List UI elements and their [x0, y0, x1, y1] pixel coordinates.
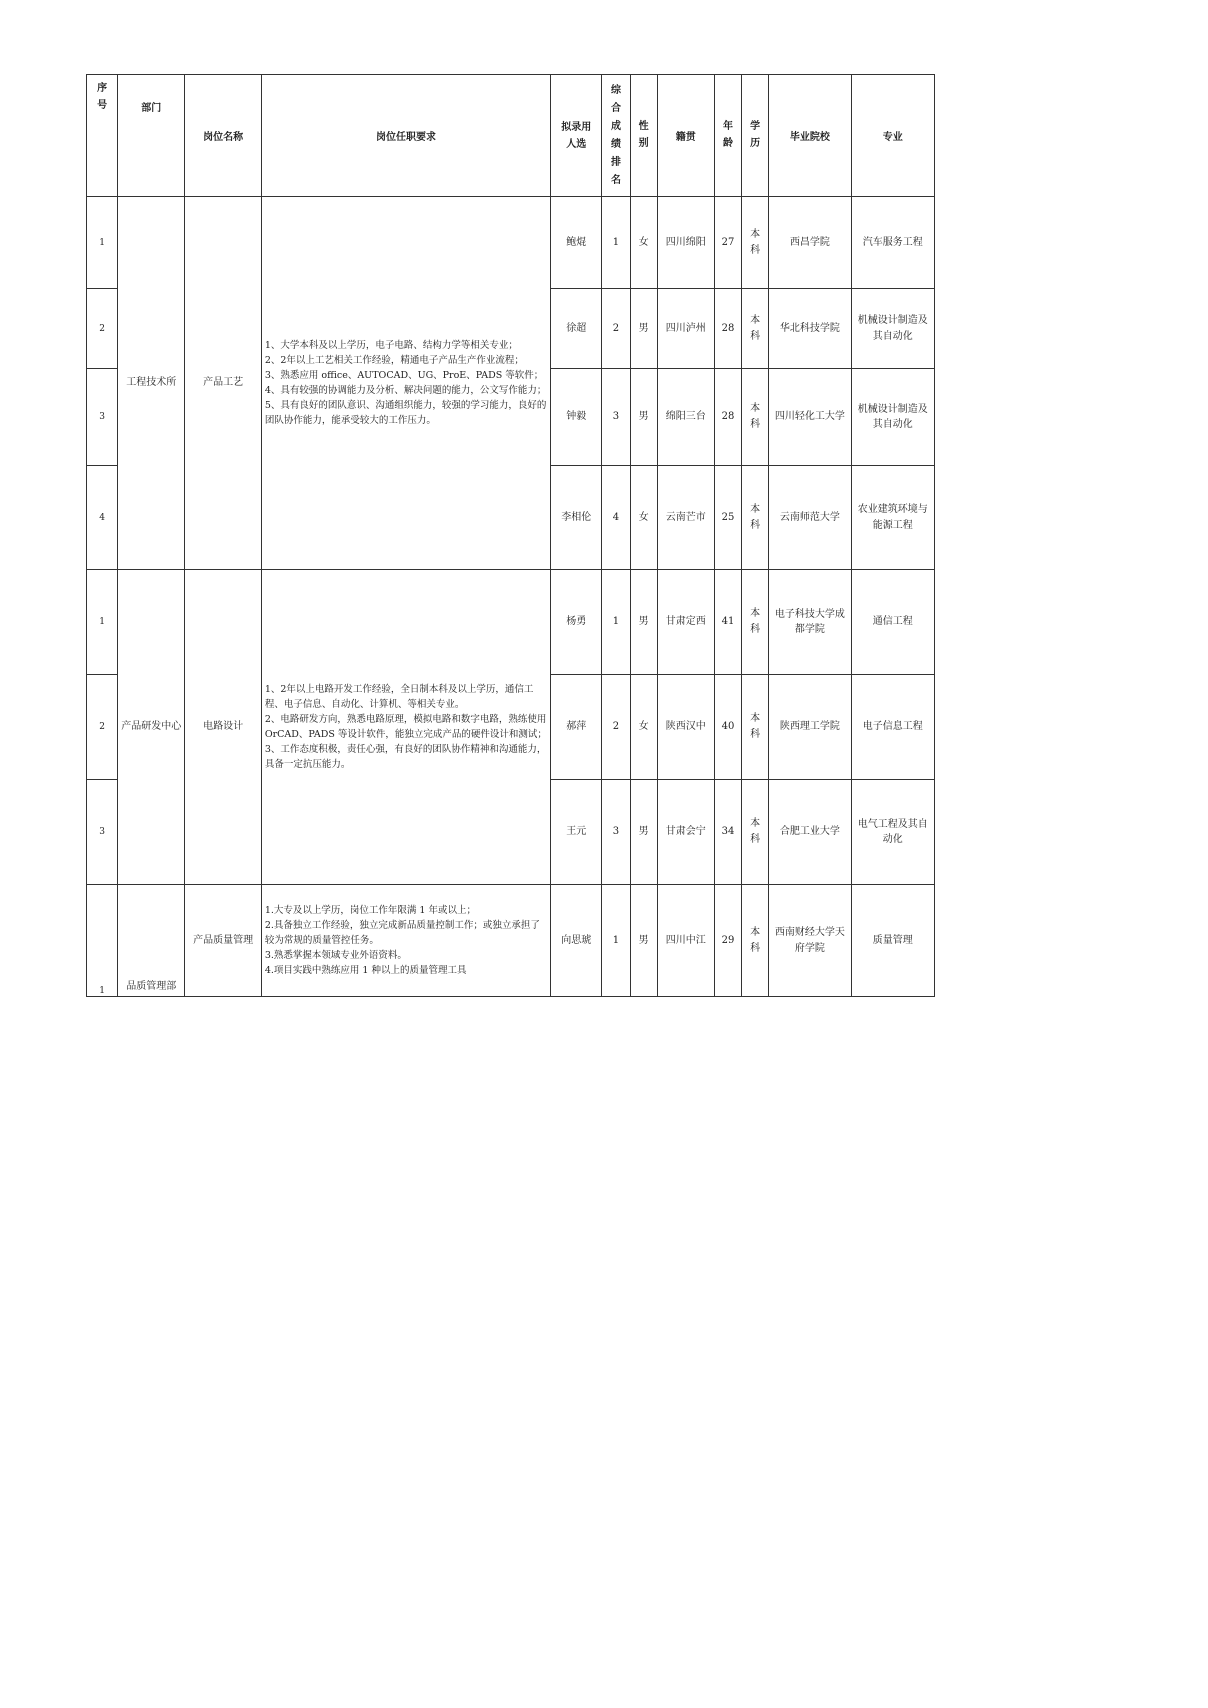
candidate-age: 34 [714, 780, 741, 885]
candidate-rank: 1 [602, 570, 630, 675]
candidate-school: 陕西理工学院 [769, 675, 851, 780]
requirement-line: 3、工作态度积极，责任心强，有良好的团队协作精神和沟通能力，具备一定抗压能力。 [264, 744, 547, 770]
candidate-school: 云南师范大学 [769, 466, 851, 570]
candidate-gender: 女 [630, 466, 657, 570]
candidate-major: 质量管理 [851, 885, 934, 997]
department-cell: 工程技术所 [118, 197, 185, 570]
candidate-education: 本科 [742, 466, 769, 570]
requirement-line: 1.大专及以上学历，岗位工作年限满 1 年或以上； [264, 905, 476, 916]
candidate-origin: 云南芒市 [657, 466, 714, 570]
candidate-education: 本科 [742, 885, 769, 997]
candidate-rank: 1 [602, 885, 630, 997]
candidate-age: 27 [714, 197, 741, 289]
requirement-line: 5、具有良好的团队意识、沟通组织能力，较强的学习能力，良好的团队协作能力，能承受较大的工作压力。 [264, 400, 547, 426]
candidate-major: 机械设计制造及其自动化 [851, 369, 934, 466]
header-school: 毕业院校 [769, 75, 851, 197]
candidate-major: 电子信息工程 [851, 675, 934, 780]
candidate-origin: 绵阳三台 [657, 369, 714, 466]
candidate-name: 王元 [551, 780, 602, 885]
candidate-education: 本科 [742, 570, 769, 675]
header-seq: 序号 [87, 75, 118, 197]
requirement-line: 3、熟悉应用 office、AUTOCAD、UG、ProE、PADS 等软件； [264, 370, 544, 381]
header-rank: 综合成绩排名 [602, 75, 630, 197]
candidate-gender: 男 [630, 289, 657, 369]
candidate-gender: 男 [630, 885, 657, 997]
candidate-rank: 3 [602, 780, 630, 885]
candidate-school: 西南财经大学天府学院 [769, 885, 851, 997]
header-education: 学历 [742, 75, 769, 197]
row-seq: 3 [87, 780, 118, 885]
candidate-education: 本科 [742, 780, 769, 885]
row-seq: 1 [87, 570, 118, 675]
candidate-name: 郝萍 [551, 675, 602, 780]
requirement-line: 1、2年以上电路开发工作经验，全日制本科及以上学历，通信工程、电子信息、自动化、计算机、等相关专业。 [264, 684, 534, 710]
candidate-rank: 4 [602, 466, 630, 570]
candidate-rank: 1 [602, 197, 630, 289]
candidate-name: 李相伦 [551, 466, 602, 570]
row-seq: 1 [87, 197, 118, 289]
requirement-line: 2.具备独立工作经验，独立完成新品质量控制工作；或独立承担了较为常规的质量管控任务。 [264, 920, 540, 946]
candidate-name: 徐超 [551, 289, 602, 369]
header-position: 岗位名称 [185, 75, 261, 197]
candidate-name: 向思琥 [551, 885, 602, 997]
header-gender: 性别 [630, 75, 657, 197]
candidate-gender: 女 [630, 675, 657, 780]
header-age: 年龄 [714, 75, 741, 197]
candidate-major: 电气工程及其自动化 [851, 780, 934, 885]
candidate-school: 华北科技学院 [769, 289, 851, 369]
candidate-gender: 女 [630, 197, 657, 289]
candidate-age: 29 [714, 885, 741, 997]
row-seq: 3 [87, 369, 118, 466]
candidate-origin: 四川绵阳 [657, 197, 714, 289]
candidate-education: 本科 [742, 289, 769, 369]
position-cell: 产品工艺 [185, 197, 261, 570]
candidate-origin: 陕西汉中 [657, 675, 714, 780]
candidate-age: 28 [714, 289, 741, 369]
department-cell: 品质管理部 [118, 885, 185, 997]
requirements-cell [261, 885, 550, 997]
requirements-cell [261, 570, 550, 885]
table-row [87, 570, 935, 675]
candidate-age: 25 [714, 466, 741, 570]
candidate-origin: 四川中江 [657, 885, 714, 997]
candidate-rank: 2 [602, 289, 630, 369]
candidate-education: 本科 [742, 675, 769, 780]
candidate-school: 四川轻化工大学 [769, 369, 851, 466]
row-seq: 2 [87, 289, 118, 369]
requirement-line: 4、具有较强的协调能力及分析、解决问题的能力，公文写作能力； [264, 385, 547, 396]
candidate-gender: 男 [630, 570, 657, 675]
candidate-rank: 3 [602, 369, 630, 466]
position-cell: 产品质量管理 [185, 885, 261, 997]
row-seq: 1 [87, 885, 118, 997]
requirement-line: 1、大学本科及以上学历，电子电路、结构力学等相关专业； [264, 340, 518, 351]
candidate-name: 杨勇 [551, 570, 602, 675]
row-seq: 2 [87, 675, 118, 780]
header-candidate: 拟录用人选 [551, 75, 602, 197]
candidate-age: 28 [714, 369, 741, 466]
candidate-school: 西昌学院 [769, 197, 851, 289]
candidate-school: 合肥工业大学 [769, 780, 851, 885]
candidate-school: 电子科技大学成都学院 [769, 570, 851, 675]
row-seq: 4 [87, 466, 118, 570]
header-major: 专业 [851, 75, 934, 197]
candidate-education: 本科 [742, 369, 769, 466]
candidate-major: 通信工程 [851, 570, 934, 675]
candidate-origin: 四川泸州 [657, 289, 714, 369]
header-requirements: 岗位任职要求 [261, 75, 550, 197]
candidate-origin: 甘肃定西 [657, 570, 714, 675]
candidate-table [86, 74, 935, 997]
candidate-education: 本科 [742, 197, 769, 289]
requirement-line: 4.项目实践中熟练应用 1 种以上的质量管理工具 [264, 965, 467, 976]
candidate-name: 鲍焜 [551, 197, 602, 289]
candidate-age: 41 [714, 570, 741, 675]
candidate-name: 钟毅 [551, 369, 602, 466]
candidate-rank: 2 [602, 675, 630, 780]
requirement-line: 2、电路研发方向，熟悉电路原理，模拟电路和数字电路，熟练使用 OrCAD、PADS 等设计软件，能独立完成产品的硬件设计和测试； [264, 714, 547, 740]
requirements-cell [261, 197, 550, 570]
candidate-gender: 男 [630, 369, 657, 466]
requirement-line: 2、2年以上工艺相关工作经验，精通电子产品生产作业流程； [264, 355, 524, 366]
header-origin: 籍贯 [657, 75, 714, 197]
candidate-age: 40 [714, 675, 741, 780]
header-row [87, 75, 935, 197]
candidate-major: 汽车服务工程 [851, 197, 934, 289]
department-cell: 产品研发中心 [118, 570, 185, 885]
candidate-major: 机械设计制造及其自动化 [851, 289, 934, 369]
position-cell: 电路设计 [185, 570, 261, 885]
requirement-line: 3.熟悉掌握本领域专业外语资料。 [264, 950, 407, 961]
candidate-major: 农业建筑环境与能源工程 [851, 466, 934, 570]
candidate-gender: 男 [630, 780, 657, 885]
table-row [87, 197, 935, 289]
table-row [87, 885, 935, 997]
candidate-origin: 甘肃会宁 [657, 780, 714, 885]
header-department: 部门 [118, 75, 185, 197]
